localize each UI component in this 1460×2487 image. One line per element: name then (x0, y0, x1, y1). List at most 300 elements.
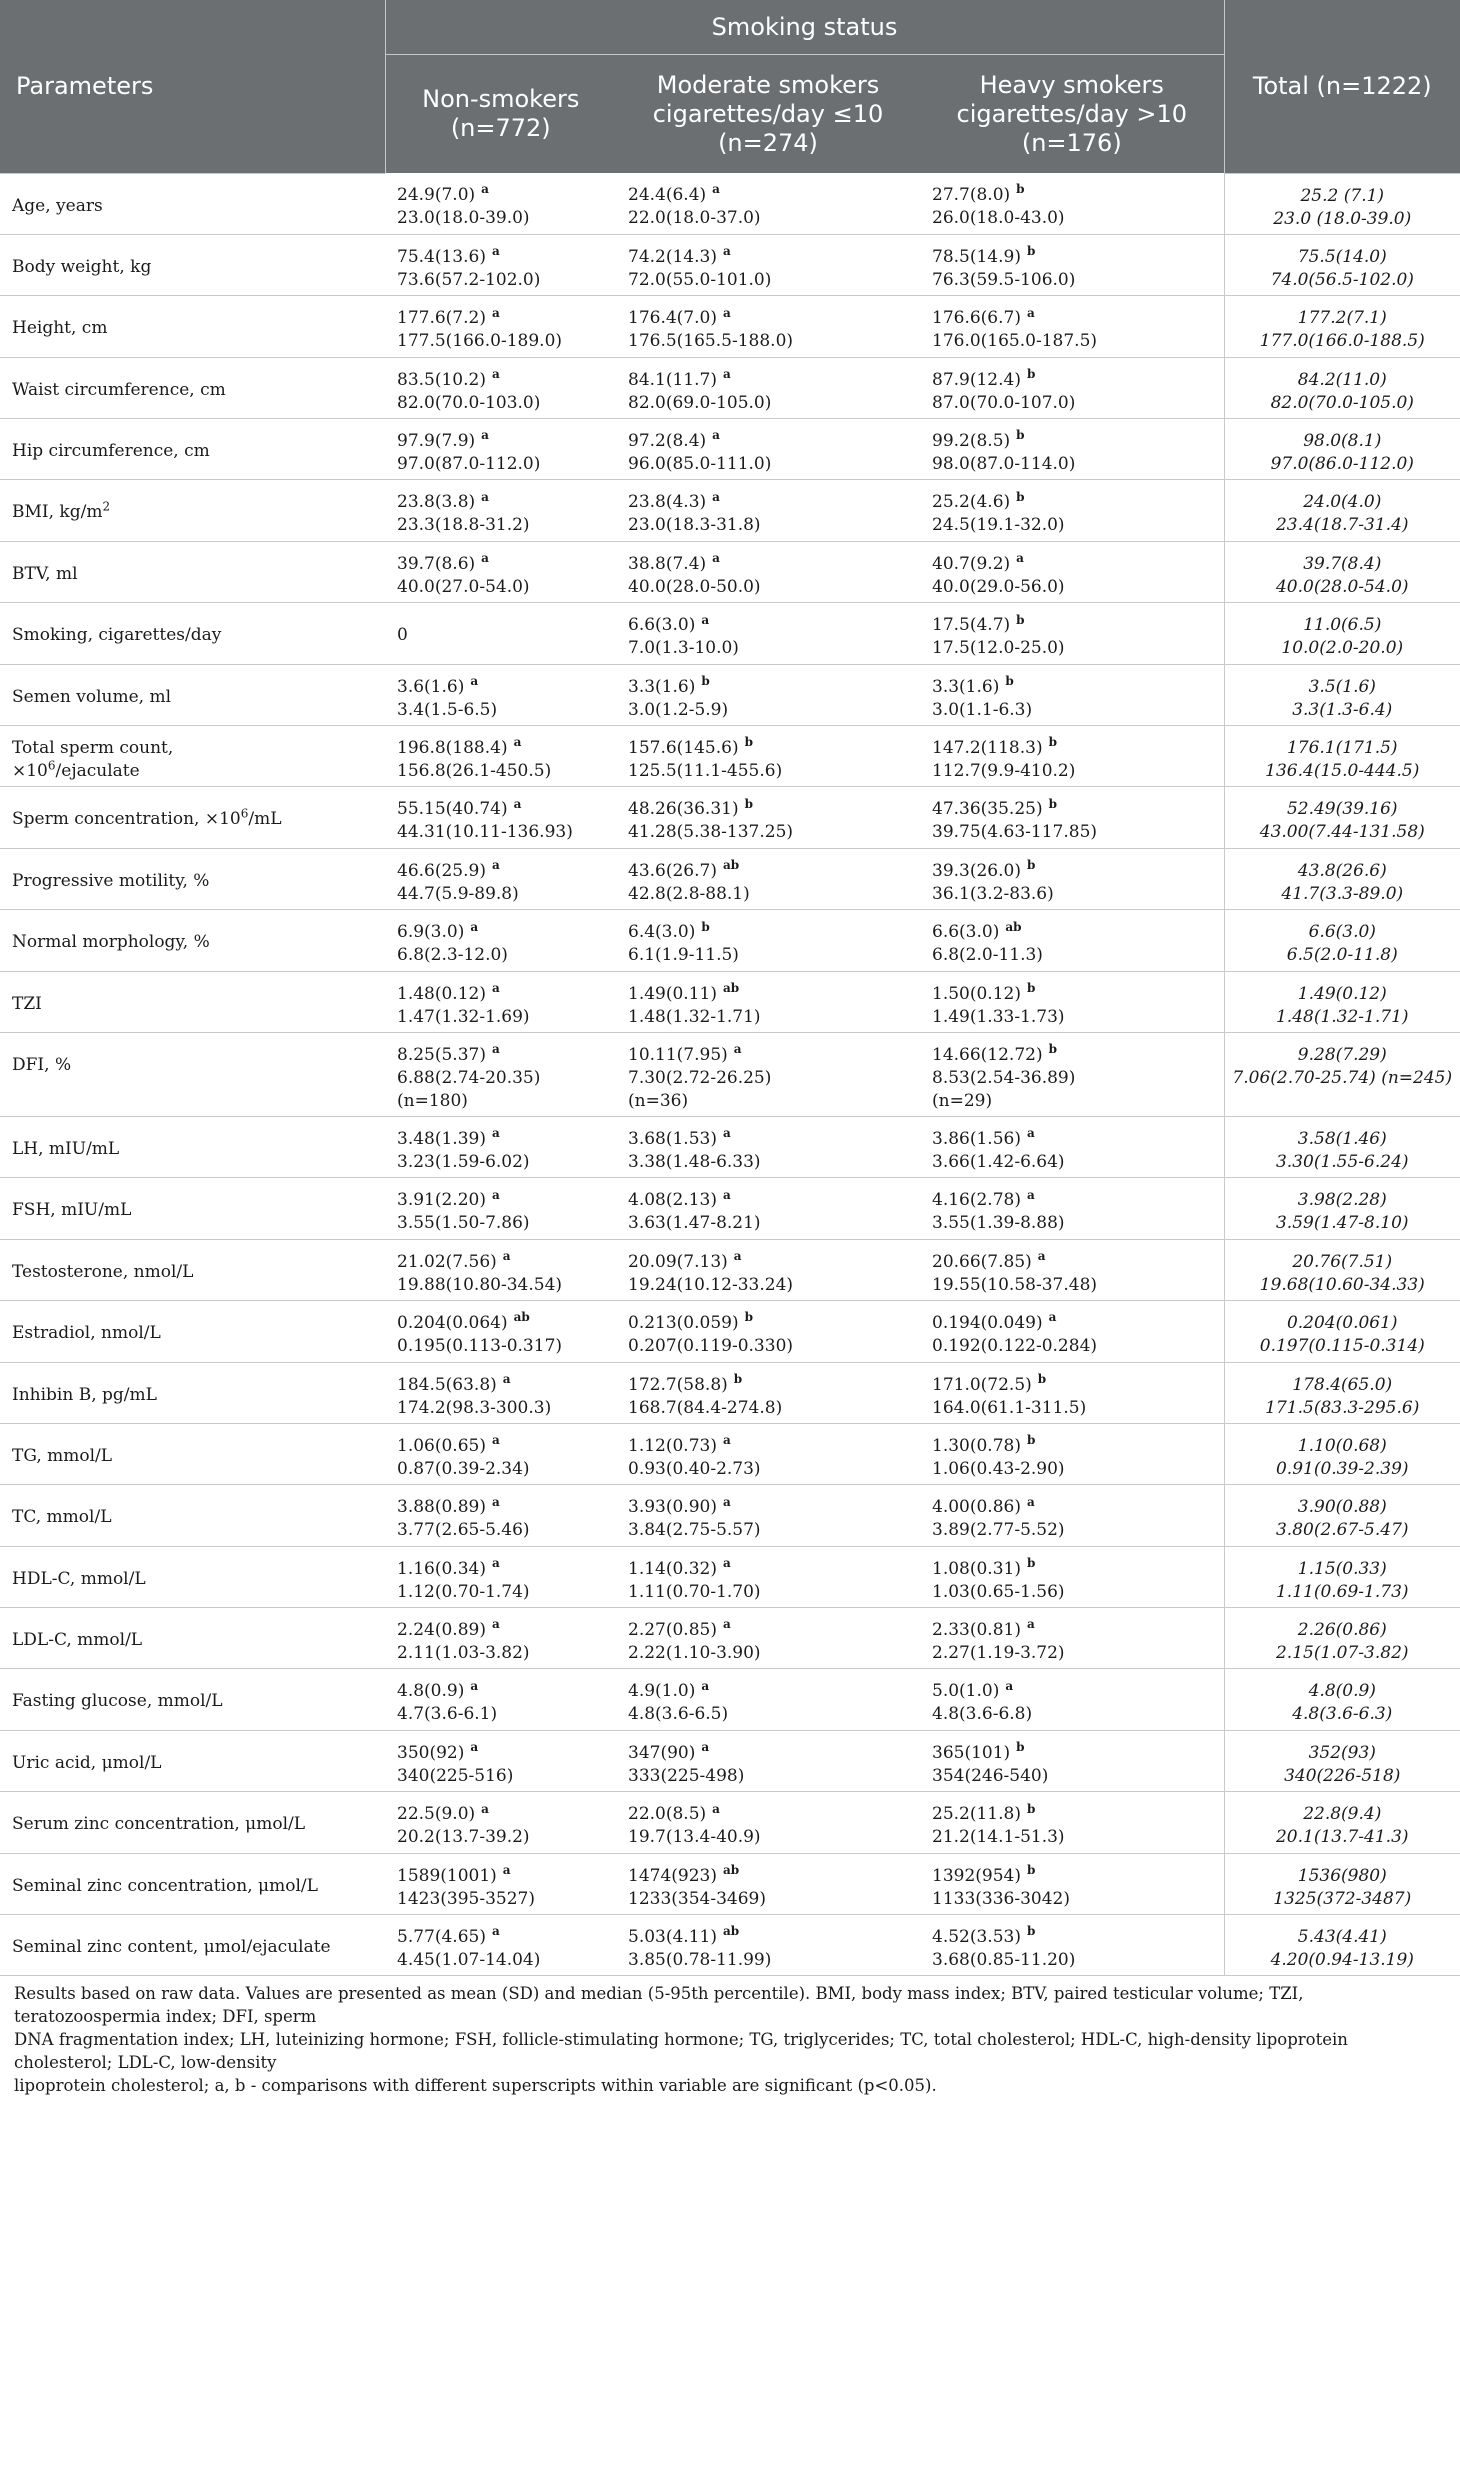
mean-sd: 74.2(14.3) (628, 246, 717, 267)
significance-letter: b (1016, 1740, 1025, 1755)
median-range: 44.7(5.9-89.8) (397, 883, 519, 904)
value-cell (385, 480, 616, 541)
sample-size: (n=29) (932, 1090, 993, 1111)
mean-sd: 3.91(2.20) (397, 1190, 486, 1211)
significance-letter: a (470, 1740, 479, 1755)
significance-letter: b (1005, 673, 1014, 688)
table-footnote: Results based on raw data. Values are presented as mean (SD) and median (5-95th percentile). BMI, body mass index; BTV, paired testicular volume; TZI, teratozoospermia index; DFI, sperm DNA fragmentation index; LH, luteinizing hormone; FSH, follicle-stimulating hormone; TG, triglycerides; TC, total cholesterol; HDL-C, high-density lipoprotein cholesterol; LDL-C, low-density lipoprotein cholesterol; a, b - comparisons with different superscripts within variable are significant (p<0.05). (14, 1984, 1348, 2096)
mean-sd: 17.5(4.7) (932, 615, 1011, 636)
total-mean-sd: 98.0(8.1) (1303, 431, 1382, 452)
row-label: BMI, $kg/m^2$ (0, 480, 385, 541)
median-range: 42.8(2.8-88.1) (628, 883, 750, 904)
median-range: 4.7(3.6-6.1) (397, 1704, 498, 1725)
value-cell (920, 787, 1224, 848)
row-label: Normal morphology, % (0, 910, 385, 971)
total-mean-sd: 3.90(0.88) (1297, 1497, 1387, 1518)
significance-letter: b (1037, 1371, 1047, 1386)
value-cell (920, 1546, 1224, 1607)
significance-letter: b (701, 673, 710, 688)
value-cell (616, 1423, 920, 1484)
median-range: 23.0(18.3-31.8) (628, 515, 761, 536)
median-range: 23.0(18.0-39.0) (397, 208, 530, 228)
median-range: 3.63(1.47-8.21) (628, 1213, 761, 1234)
mean-sd: 0.213(0.059) (628, 1313, 739, 1334)
total-median-range: 20.1(13.7-41.3) (1275, 1827, 1409, 1848)
median-range: 1.48(1.32-1.71) (628, 1006, 761, 1027)
significance-letter: b (744, 1310, 753, 1325)
row-label: Seminal zinc content, μmol/ejaculate (0, 1915, 385, 1976)
total-mean-sd: 25.2 (7.1) (1300, 185, 1385, 206)
value-cell (385, 1116, 616, 1177)
median-range: 176.5(165.5-188.0) (628, 331, 794, 352)
significance-letter: a (491, 1617, 500, 1632)
mean-sd: 172.7(58.8) (628, 1374, 728, 1395)
median-range: 0.192(0.122-0.284) (932, 1336, 1098, 1357)
total-cell (1224, 1853, 1460, 1914)
significance-letter: ab (1005, 919, 1022, 934)
median-range: 333(225-498) (628, 1765, 745, 1786)
total-mean-sd: 2.26(0.86) (1297, 1620, 1387, 1641)
value-cell (385, 848, 616, 909)
median-range: 96.0(85.0-111.0) (628, 454, 772, 475)
total-median-range: 3.30(1.55-6.24) (1275, 1151, 1409, 1172)
median-range: 112.7(9.9-410.2) (932, 761, 1076, 782)
total-mean-sd: 352(93) (1308, 1742, 1376, 1763)
row-label: Estradiol, nmol/L (0, 1301, 385, 1362)
median-range: 3.68(0.85-11.20) (932, 1950, 1076, 1971)
mean-sd: 55.15(40.74) (397, 799, 508, 820)
value-cell (616, 419, 920, 480)
row-label: TZI (0, 971, 385, 1032)
significance-letter: a (712, 1801, 720, 1816)
mean-sd: 196.8(188.4) (397, 738, 508, 759)
median-range: 19.88(10.80-34.54) (397, 1274, 563, 1295)
mean-sd: 39.3(26.0) (932, 860, 1021, 881)
total-mean-sd: 11.0(6.5) (1303, 615, 1382, 636)
mean-sd: 3.6(1.6) (397, 676, 465, 697)
total-cell (1224, 1178, 1460, 1239)
total-cell (1224, 1730, 1460, 1791)
total-cell (1224, 296, 1460, 357)
median-range: 1.47(1.32-1.69) (397, 1006, 530, 1027)
significance-letter: a (712, 182, 720, 197)
total-median-range: 136.4(15.0-444.5) (1265, 761, 1420, 782)
significance-letter: a (502, 1371, 511, 1386)
value-cell (385, 1730, 616, 1791)
header-heavy-smokers: Heavy smokers cigarettes/day >10 (n=176) (920, 55, 1224, 174)
total-cell (1224, 787, 1460, 848)
value-cell (616, 541, 920, 602)
value-cell (920, 1485, 1224, 1546)
significance-letter: a (470, 1678, 479, 1693)
significance-letter: a (491, 1433, 500, 1448)
significance-letter: a (491, 1187, 500, 1202)
significance-letter: b (1026, 1924, 1036, 1939)
mean-sd: 2.24(0.89) (397, 1620, 486, 1641)
median-range: 6.88(2.74-20.35) (397, 1067, 541, 1088)
total-cell (1224, 1301, 1460, 1362)
significance-letter: a (481, 1801, 489, 1816)
sample-size: (n=180) (397, 1090, 468, 1111)
median-range: 4.8(3.6-6.5) (628, 1704, 729, 1725)
total-median-range: 3.59(1.47-8.10) (1275, 1213, 1409, 1234)
total-mean-sd: 5.43(4.41) (1297, 1927, 1387, 1948)
total-cell (1224, 848, 1460, 909)
mean-sd: 6.9(3.0) (397, 922, 465, 943)
value-cell (920, 419, 1224, 480)
value-cell (385, 1485, 616, 1546)
mean-sd: 97.2(8.4) (628, 431, 707, 452)
median-range: 0.195(0.113-0.317) (397, 1336, 563, 1357)
total-median-range: 0.197(0.115-0.314) (1259, 1336, 1425, 1357)
value-cell (385, 1915, 616, 1976)
mean-sd: 5.03(4.11) (628, 1927, 717, 1948)
median-range: 39.75(4.63-117.85) (932, 822, 1098, 843)
total-mean-sd: 9.28(7.29) (1297, 1044, 1387, 1065)
total-cell (1224, 726, 1460, 787)
significance-letter: b (1026, 980, 1036, 995)
significance-letter: a (701, 1678, 710, 1693)
significance-letter: a (1026, 1494, 1035, 1509)
mean-sd: 1.08(0.31) (932, 1558, 1021, 1579)
significance-letter: a (722, 1556, 731, 1571)
value-cell (920, 603, 1224, 664)
mean-sd: 1.14(0.32) (628, 1558, 717, 1579)
value-cell (616, 848, 920, 909)
median-range: 72.0(55.0-101.0) (628, 269, 772, 290)
significance-letter: a (1026, 1187, 1035, 1202)
mean-sd: 23.8(3.8) (397, 492, 476, 513)
mean-sd: 1589(1001) (397, 1865, 497, 1886)
total-median-range: 7.06(2.70-25.74) (n=245) (1232, 1067, 1453, 1088)
value-cell (616, 1116, 920, 1177)
value-cell (385, 603, 616, 664)
row-label: Age, years (0, 173, 385, 234)
row-label: HDL-C, mmol/L (0, 1546, 385, 1607)
total-mean-sd: 20.76(7.51) (1292, 1251, 1393, 1272)
table-row (0, 664, 1460, 725)
header-moderate-smokers: Moderate smokers cigarettes/day ≤10 (n=274) (616, 55, 920, 174)
row-label: Seminal zinc concentration, μmol/L (0, 1853, 385, 1914)
table-header (0, 0, 1460, 173)
value-cell (385, 234, 616, 295)
mean-sd: 365(101) (932, 1742, 1011, 1763)
table-row (0, 296, 1460, 357)
value-cell (385, 1301, 616, 1362)
total-cell (1224, 1116, 1460, 1177)
median-range: 1233(354-3469) (628, 1888, 766, 1909)
mean-sd: 1.16(0.34) (397, 1558, 486, 1579)
mean-sd: 4.52(3.53) (932, 1927, 1021, 1948)
significance-letter: a (481, 551, 489, 566)
value-cell (385, 1032, 616, 1116)
significance-letter: ab (722, 1924, 740, 1939)
value-cell (920, 357, 1224, 418)
significance-letter: a (513, 796, 522, 811)
value-cell (920, 1608, 1224, 1669)
median-range: 2.27(1.19-3.72) (932, 1643, 1065, 1664)
median-range: 0.207(0.119-0.330) (628, 1336, 794, 1357)
table-row (0, 1301, 1460, 1362)
total-median-range: 171.5(83.3-295.6) (1265, 1397, 1420, 1418)
table-row (0, 1546, 1460, 1607)
significance-letter: b (1026, 244, 1036, 259)
median-range: 22.0(18.0-37.0) (628, 208, 761, 228)
value-cell (385, 296, 616, 357)
value-cell (385, 419, 616, 480)
median-range: 1.11(0.70-1.70) (628, 1581, 761, 1602)
mean-sd: 46.6(25.9) (397, 860, 486, 881)
mean-sd: 97.9(7.9) (397, 431, 476, 452)
mean-sd: 5.0(1.0) (932, 1681, 1000, 1702)
significance-letter: a (491, 305, 500, 320)
table-row (0, 848, 1460, 909)
median-range: 3.4(1.5-6.5) (397, 699, 498, 720)
mean-sd: 84.1(11.7) (628, 369, 717, 390)
median-range: 6.8(2.3-12.0) (397, 945, 508, 966)
total-mean-sd: 177.2(7.1) (1297, 308, 1387, 329)
value-cell (920, 971, 1224, 1032)
total-mean-sd: 84.2(11.0) (1297, 369, 1387, 390)
mean-sd: 176.6(6.7) (932, 308, 1021, 329)
mean-sd: 10.11(7.95) (628, 1044, 728, 1065)
mean-sd: 38.8(7.4) (628, 553, 707, 574)
total-median-range: 4.8(3.6-6.3) (1292, 1704, 1393, 1725)
mean-sd: 75.4(13.6) (397, 246, 486, 267)
mean-sd: 22.5(9.0) (397, 1804, 476, 1825)
significance-letter: a (513, 735, 522, 750)
median-range: 7.0(1.3-10.0) (628, 638, 739, 659)
median-range: 3.0(1.2-5.9) (628, 699, 729, 720)
row-label: Serum zinc concentration, μmol/L (0, 1792, 385, 1853)
value-cell (920, 848, 1224, 909)
significance-letter: a (712, 428, 720, 443)
mean-sd: 78.5(14.9) (932, 246, 1021, 267)
row-label: Hip circumference, cm (0, 419, 385, 480)
significance-letter: a (712, 489, 720, 504)
mean-sd: 25.2(4.6) (932, 492, 1011, 513)
mean-sd: 25.2(11.8) (932, 1804, 1021, 1825)
significance-letter: b (744, 735, 753, 750)
mean-sd: 1.30(0.78) (932, 1435, 1021, 1456)
value-cell (920, 1669, 1224, 1730)
median-range: 176.0(165.0-187.5) (932, 331, 1098, 352)
total-cell (1224, 1915, 1460, 1976)
value-cell (385, 1362, 616, 1423)
mean-sd: 3.93(0.90) (628, 1497, 717, 1518)
mean-sd: 20.09(7.13) (628, 1251, 728, 1272)
median-range: 23.3(18.8-31.2) (397, 515, 530, 536)
significance-letter: a (1037, 1249, 1046, 1264)
total-mean-sd: 24.0(4.0) (1303, 492, 1382, 513)
header-parameters: Parameters (0, 0, 385, 173)
mean-sd: 83.5(10.2) (397, 369, 486, 390)
significance-letter: a (722, 367, 731, 382)
significance-letter: b (1026, 858, 1036, 873)
value-cell (385, 357, 616, 418)
mean-sd: 1.06(0.65) (397, 1435, 486, 1456)
value-cell (385, 971, 616, 1032)
value-cell (920, 480, 1224, 541)
table-row (0, 787, 1460, 848)
significance-letter: a (491, 1924, 500, 1939)
total-cell (1224, 1669, 1460, 1730)
mean-sd: 3.68(1.53) (628, 1128, 717, 1149)
significance-letter: a (481, 428, 489, 443)
mean-sd: 48.26(36.31) (628, 799, 739, 820)
sample-size: (n=36) (628, 1090, 689, 1111)
median-range: 3.77(2.65-5.46) (397, 1520, 530, 1541)
table-row (0, 1915, 1460, 1976)
mean-sd: 3.48(1.39) (397, 1128, 486, 1149)
value-cell (616, 1853, 920, 1914)
mean-sd: 3.88(0.89) (397, 1497, 486, 1518)
total-median-range: 340(226-518) (1284, 1765, 1401, 1786)
total-mean-sd: 52.49(39.16) (1286, 799, 1398, 820)
median-range: 164.0(61.1-311.5) (932, 1397, 1087, 1418)
row-label: Fasting glucose, mmol/L (0, 1669, 385, 1730)
total-mean-sd: 1536(980) (1297, 1865, 1387, 1886)
median-range: 97.0(87.0-112.0) (397, 454, 541, 475)
median-range: 76.3(59.5-106.0) (932, 269, 1076, 290)
value-cell (920, 541, 1224, 602)
value-cell (385, 1178, 616, 1239)
mean-sd: 3.3(1.6) (932, 676, 1000, 697)
median-range: 98.0(87.0-114.0) (932, 454, 1076, 475)
mean-sd: 1392(954) (932, 1865, 1021, 1886)
significance-letter: a (1026, 305, 1035, 320)
value-cell (616, 1546, 920, 1607)
value-cell (385, 1853, 616, 1914)
significance-letter: a (1026, 1126, 1035, 1141)
mean-sd: 347(90) (628, 1742, 696, 1763)
header-smoking-status: Smoking status (385, 0, 1224, 55)
significance-letter: b (1048, 796, 1057, 811)
total-median-range: 40.0(28.0-54.0) (1275, 576, 1409, 597)
significance-letter: a (481, 182, 489, 197)
mean-sd: 40.7(9.2) (932, 553, 1011, 574)
median-range: 41.28(5.38-137.25) (628, 822, 794, 843)
value-cell (385, 664, 616, 725)
significance-letter: a (502, 1249, 511, 1264)
value-cell (616, 296, 920, 357)
mean-sd: 1474(923) (628, 1865, 717, 1886)
table-row (0, 419, 1460, 480)
total-median-range: 10.0(2.0-20.0) (1281, 638, 1404, 659)
total-mean-sd: 0.204(0.061) (1286, 1313, 1398, 1334)
significance-letter: b (1026, 1556, 1036, 1571)
median-range: 354(246-540) (932, 1765, 1049, 1786)
median-range: 2.22(1.10-3.90) (628, 1643, 761, 1664)
row-label: Height, cm (0, 296, 385, 357)
value-cell (385, 173, 616, 234)
significance-letter: a (733, 1042, 742, 1057)
mean-sd: 0.204(0.064) (397, 1313, 508, 1334)
value-cell (920, 1178, 1224, 1239)
total-cell (1224, 1032, 1460, 1116)
total-cell (1224, 480, 1460, 541)
significance-letter: a (1026, 1617, 1035, 1632)
total-median-range: 1.48(1.32-1.71) (1275, 1006, 1409, 1027)
value-cell (616, 664, 920, 725)
median-range: 2.11(1.03-3.82) (397, 1643, 530, 1664)
significance-letter: a (722, 1126, 731, 1141)
median-range: 26.0(18.0-43.0) (932, 208, 1065, 228)
mean-sd: 177.6(7.2) (397, 308, 486, 329)
table-row (0, 726, 1460, 787)
total-cell (1224, 357, 1460, 418)
median-range: 73.6(57.2-102.0) (397, 269, 541, 290)
median-range: 19.55(10.58-37.48) (932, 1274, 1098, 1295)
value-cell (616, 1485, 920, 1546)
significance-letter: ab (513, 1310, 530, 1325)
median-range: 1423(395-3527) (397, 1888, 535, 1909)
significance-letter: b (1048, 1042, 1057, 1057)
median-range: 1.49(1.33-1.73) (932, 1006, 1065, 1027)
mean-sd: 20.66(7.85) (932, 1251, 1032, 1272)
row-label: Inhibin B, pg/mL (0, 1362, 385, 1423)
significance-letter: a (481, 489, 489, 504)
significance-letter: a (722, 1617, 731, 1632)
table-body (0, 173, 1460, 1976)
value-cell (385, 1239, 616, 1300)
significance-letter: ab (722, 858, 740, 873)
median-range: 40.0(27.0-54.0) (397, 576, 530, 597)
median-range: 1.03(0.65-1.56) (932, 1581, 1065, 1602)
significance-letter: a (701, 1740, 710, 1755)
total-cell (1224, 603, 1460, 664)
table-row (0, 910, 1460, 971)
table-row (0, 1423, 1460, 1484)
significance-letter: b (1016, 182, 1025, 197)
mean-sd: 4.8(0.9) (397, 1681, 465, 1702)
median-range: 125.5(11.1-455.6) (628, 761, 783, 782)
value-cell (616, 1301, 920, 1362)
mean-sd: 6.6(3.0) (628, 615, 696, 636)
significance-letter: a (722, 1433, 731, 1448)
significance-letter: a (491, 1126, 500, 1141)
row-label: Uric acid, μmol/L (0, 1730, 385, 1791)
median-range: 1.12(0.70-1.74) (397, 1581, 530, 1602)
table-row (0, 1362, 1460, 1423)
mean-sd: 22.0(8.5) (628, 1804, 707, 1825)
significance-letter: a (722, 1187, 731, 1202)
mean-sd: 14.66(12.72) (932, 1044, 1043, 1065)
median-range: 4.8(3.6-6.8) (932, 1704, 1033, 1725)
table-row (0, 234, 1460, 295)
significance-letter: a (470, 919, 479, 934)
total-cell (1224, 1423, 1460, 1484)
row-label: Waist circumference, cm (0, 357, 385, 418)
mean-sd: 0 (397, 625, 408, 646)
median-range: 6.8(2.0-11.3) (932, 945, 1043, 966)
mean-sd: 0.194(0.049) (932, 1313, 1043, 1334)
median-range: 0.87(0.39-2.34) (397, 1458, 530, 1479)
table-row (0, 603, 1460, 664)
value-cell (616, 1915, 920, 1976)
mean-sd: 4.00(0.86) (932, 1497, 1021, 1518)
significance-letter: b (1026, 1433, 1036, 1448)
median-range: 3.38(1.48-6.33) (628, 1151, 761, 1172)
total-median-range: 177.0(166.0-188.5) (1259, 331, 1425, 352)
total-cell (1224, 971, 1460, 1032)
mean-sd: 1.12(0.73) (628, 1435, 717, 1456)
significance-letter: b (701, 919, 710, 934)
total-cell (1224, 1362, 1460, 1423)
table-row (0, 1032, 1460, 1116)
total-cell (1224, 1239, 1460, 1300)
value-cell (385, 1546, 616, 1607)
